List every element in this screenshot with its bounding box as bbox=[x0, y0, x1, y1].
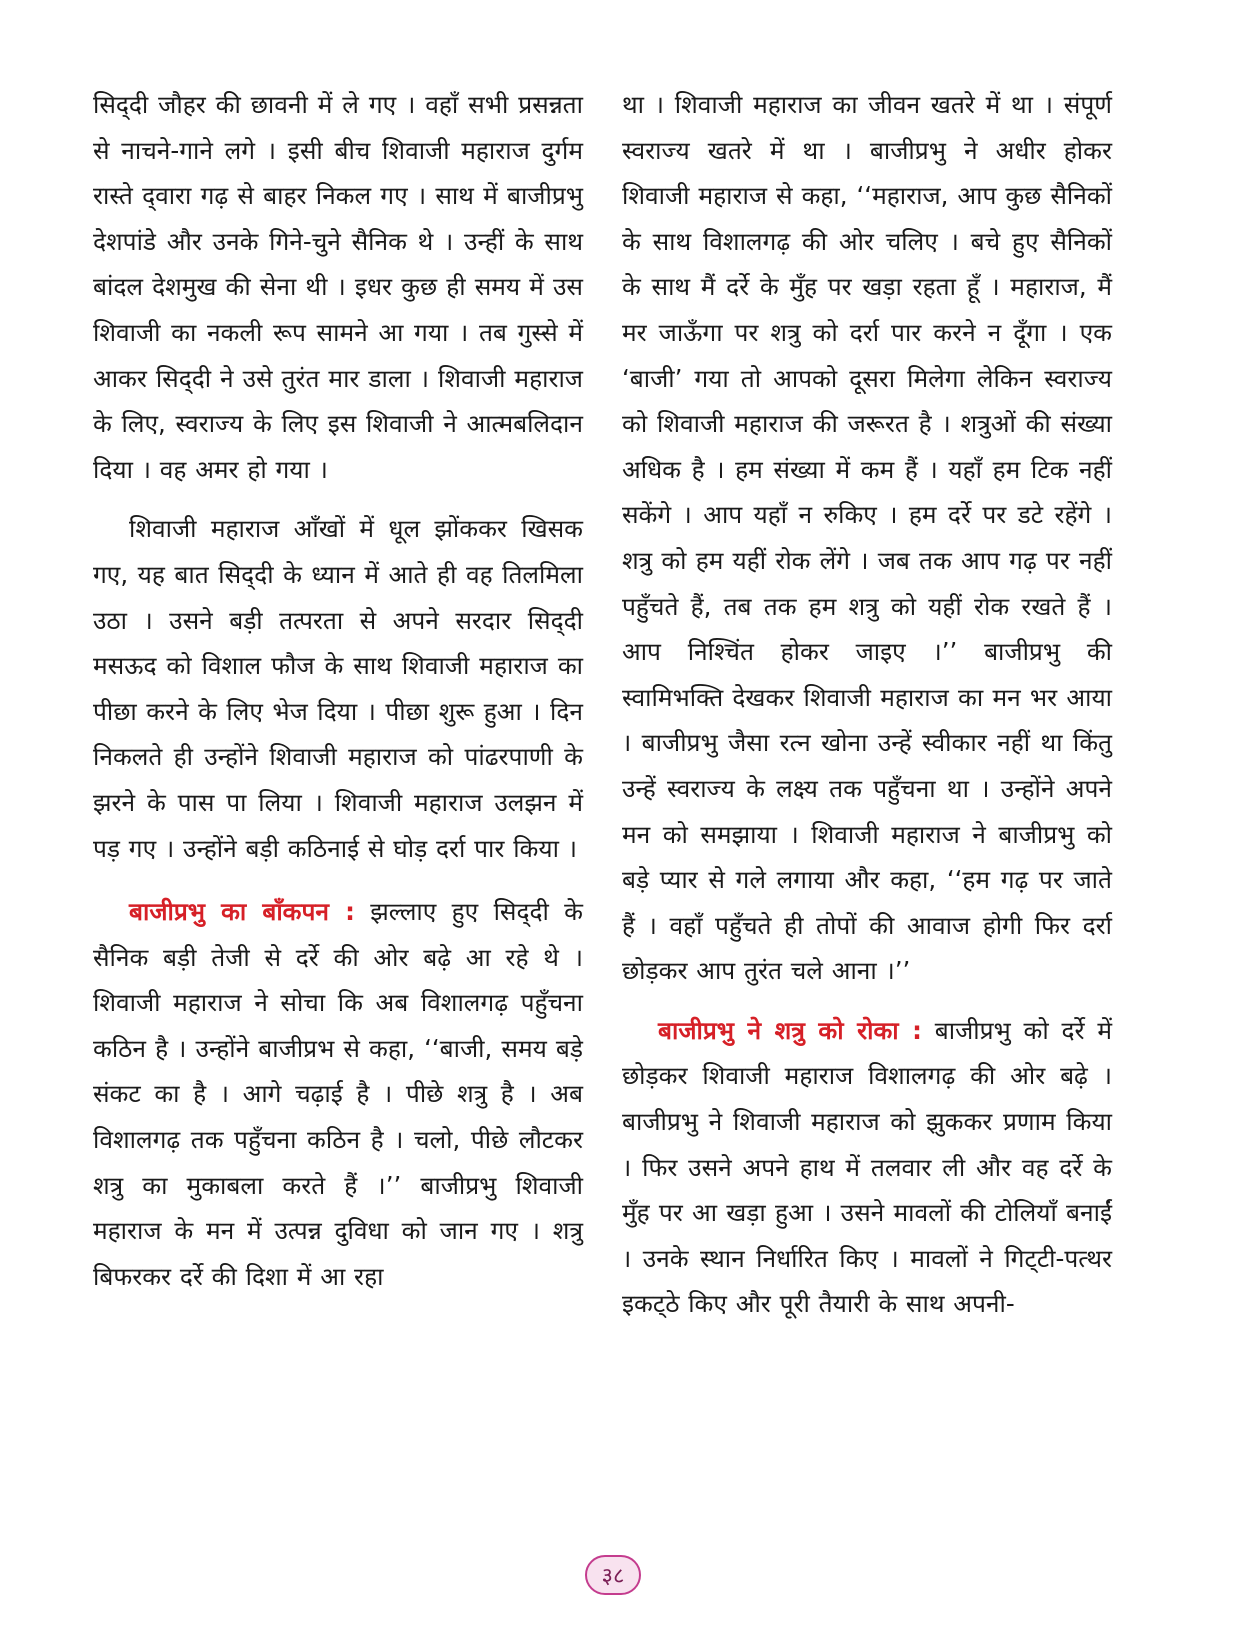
paragraph bbox=[622, 1008, 1112, 1327]
paragraph-body: झल्लाए हुए सिद्‌दी के सैनिक बड़ी तेजी से दर्रे की ओर बढ़े आ रहे थे । शिवाजी महाराज ने सोचा कि अब विशालगढ़ पहुँचना कठिन है । उन्होंने बाजीप्रभ से कहा, ‘‘बाजी, समय बड़े संकट का है । आगे चढ़ाई है । पीछे शत्रु है । अब विशालगढ़ तक पहुँचना कठिन है । चलो, पीछे लौटकर शत्रु का मुकाबला करते हैं ।’’ बाजीप्रभु शिवाजी महाराज के मन में उत्पन्न दुविधा को जान गए । शत्रु बिफरकर दर्रे की दिशा में आ रहा bbox=[93, 897, 583, 1291]
paragraph-body: बाजीप्रभु को दर्रे में छोड़कर शिवाजी महाराज विशालगढ़ की ओर बढ़े । बाजीप्रभु ने शिवाजी महाराज को झुककर प्रणाम किया । फिर उसने अपने हाथ में तलवार ली और वह दर्रे के मुँह पर आ खड़ा हुआ । उसने मावलों की टोलियाँ बनाईं । उनके स्थान निर्धारित किए । मावलों ने गिट्‌टी-पत्थर इकट्‌ठे किए और पूरी तैयारी के साथ अपनी- bbox=[622, 1015, 1112, 1319]
paragraph: शिवाजी महाराज आँखों में धूल झोंककर खिसक गए, यह बात सिद्‌दी के ध्यान में आते ही वह तिलमिला उठा । उसने बड़ी तत्परता से अपने सरदार सिद्‌दी मसऊद को विशाल फौज के साथ शिवाजी महाराज का पीछा करने के लिए भेज दिया । पीछा शुरू हुआ । दिन निकलते ही उन्होंने शिवाजी महाराज को पांढरपाणी के झरने के पास पा लिया । शिवाजी महाराज उलझन में पड़ गए । उन्होंने बड़ी कठिनाई से घोड़ दर्रा पार किया । bbox=[93, 514, 583, 863]
paragraph bbox=[93, 889, 583, 1299]
right-column bbox=[622, 82, 1112, 1327]
left-column bbox=[93, 82, 583, 1299]
page-number: ३८ bbox=[585, 1555, 641, 1595]
paragraph: सिद्‌दी जौहर की छावनी में ले गए । वहाँ सभी प्रसन्नता से नाचने-गाने लगे । इसी बीच शिवाजी महाराज दुर्गम रास्ते द्‌वारा गढ़ से बाहर निकल गए । साथ में बाजीप्रभु देशपांडे और उनके गिने-चुने सैनिक थे । उन्हीं के साथ बांदल देशमुख की सेना थी । इधर कुछ ही समय में उस शिवाजी का नकली रूप सामने आ गया । तब गुस्से में आकर सिद्‌दी ने उसे तुरंत मार डाला । शिवाजी महाराज के लिए, स्वराज्य के लिए इस शिवाजी ने आत्मबलिदान दिया । वह अमर हो गया । bbox=[93, 90, 583, 484]
section-heading: बाजीप्रभु का बाँकपन : bbox=[129, 897, 355, 927]
section-heading: बाजीप्रभु ने शत्रु को रोका : bbox=[658, 1015, 922, 1045]
paragraph: था । शिवाजी महाराज का जीवन खतरे में था । संपूर्ण स्वराज्य खतरे में था । बाजीप्रभु ने अधीर होकर शिवाजी महाराज से कहा, ‘‘महाराज, आप कुछ सैनिकों के साथ विशालगढ़ की ओर चलिए । बचे हुए सैनिकों के साथ मैं दर्रे के मुँह पर खड़ा रहता हूँ । महाराज, मैं मर जाऊँगा पर शत्रु को दर्रा पार करने न दूँगा । एक ‘बाजी’ गया तो आपको दूसरा मिलेगा लेकिन स्वराज्य को शिवाजी महाराज की जरूरत है । शत्रुओं की संख्या अधिक है । हम संख्या में कम हैं । यहाँ हम टिक नहीं सकेंगे । आप यहाँ न रुकिए । हम दर्रे पर डटे रहेंगे । शत्रु को हम यहीं रोक लेंगे । जब तक आप गढ़ पर नहीं पहुँचते हैं, तब तक हम शत्रु को यहीं रोक रखते हैं । आप निश्चिंत होकर जाइए ।’’ बाजीप्रभु की स्वामिभक्ति देखकर शिवाजी महाराज का मन भर आया । बाजीप्रभु जैसा रत्न खोना उन्हें स्वीकार नहीं था किंतु उन्हें स्वराज्य के लक्ष्य तक पहुँचना था । उन्होंने अपने मन को समझाया । शिवाजी महाराज ने बाजीप्रभु को बड़े प्यार से गले लगाया और कहा, ‘‘हम गढ़ पर जाते हैं । वहाँ पहुँचते ही तोपों की आवाज होगी फिर दर्रा छोड़कर आप तुरंत चले आना ।’’ bbox=[622, 90, 1112, 986]
